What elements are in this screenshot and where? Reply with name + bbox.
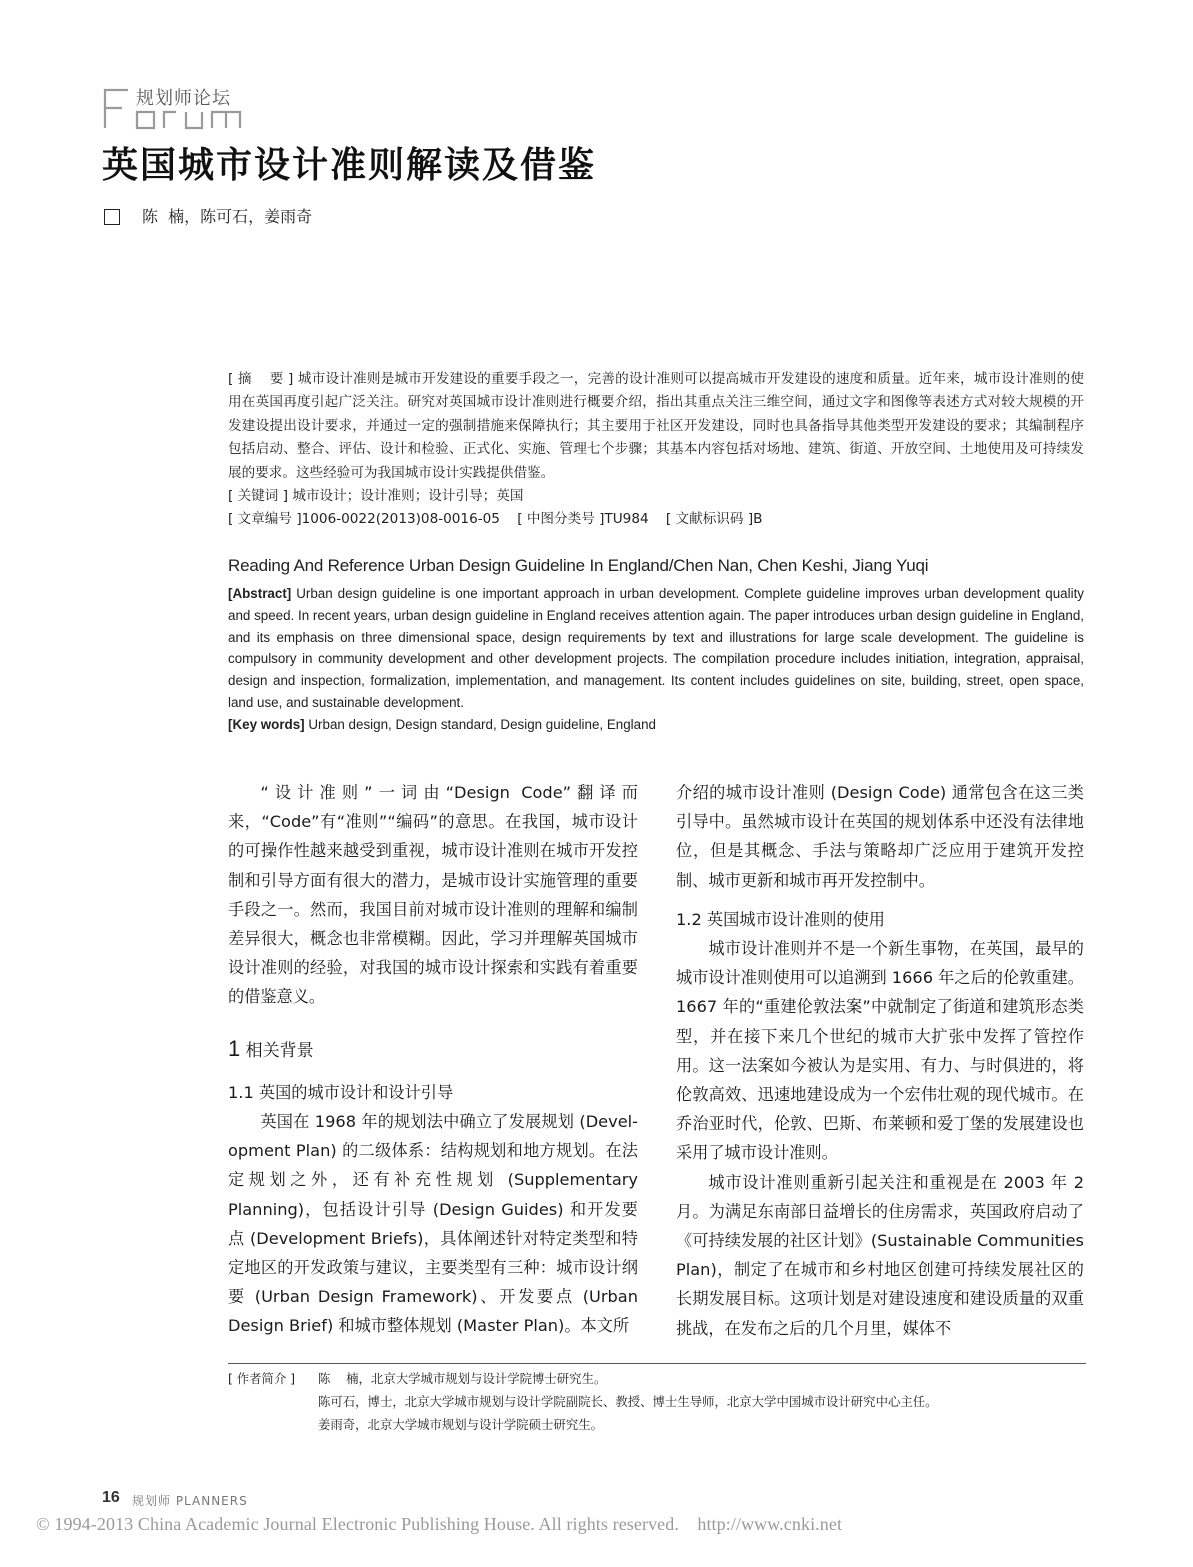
author-line [104,205,312,229]
footnote-line: 陈可石，博士，北京大学城市规划与设计学院副院长、教授、博士生导师，北京大学中国城市设计研究中心主任。 [318,1394,938,1409]
keywords-paragraph [228,485,1084,508]
abstract-paragraph [228,368,1084,485]
body-column-right [676,778,1084,1343]
section-title: 相关背景 [240,1040,314,1061]
chinese-abstract [228,368,1084,532]
english-keywords-paragraph [228,714,1084,736]
document-info: [ 文章编号 ]1006-0022(2013)08-0016-05 [ 中图分类号 ]TU984 [ 文献标识码 ]B [228,511,763,528]
footnote-row [228,1413,938,1436]
english-keywords-text: Urban design, Design standard, Design guideline, England [304,716,657,732]
body-paragraph: 英国在 1968 年的规划法中确立了发展规划 (Devel-opment Plan) 的二级体系：结构规划和地方规划。在法定规划之外，还有补充性规划 (Supplementary Planning)，包括设计引导 (Design Guides) 和开发要点 (Development Briefs)，具体阐述针对特定类型和特定地区的开发政策与建议，主要类型有三种：城市设计纲要 (Urban Design Framework)、开发要点 (Urban Design Brief) 和城市整体规划 (Master Plan)。本文所 [228,1112,638,1336]
intro-paragraph: “设计准则”一词由“Design Code”翻译而来，“Code”有“准则”“编码”的意思。在我国，城市设计的可操作性越来越受到重视，城市设计准则在城市开发控制和引导方面有很大的潜力，是城市设计实施管理的重要手段之一。然而，我国目前对城市设计准则的理解和编制差异很大，概念也非常模糊。因此，学习并理解英国城市设计准则的经验，对我国的城市设计探索和实践有着重要的借鉴意义。 [228,783,638,1007]
author-bio-footnote [228,1367,938,1436]
authors: 陈 楠，陈可石，姜雨奇 [142,207,313,226]
english-abstract-label: [Abstract] [228,586,292,601]
abstract-label: [ 摘 要 ] [228,371,294,387]
column-label: 规划师论坛 [136,88,231,109]
english-keywords-label: [Key words] [228,716,305,732]
section-number: 1 [228,1035,241,1061]
page-number: 16 [102,1489,120,1506]
keywords-text: 城市设计；设计准则；设计引导；英国 [292,488,524,505]
subsection-heading: 1.2 英国城市设计准则的使用 [676,909,885,929]
english-abstract-text: Urban design guideline is one important approach in urban development. Complete guideline improves urban development quality and speed. In recent years, urban design guideline in England receives attention again. The paper introduces urban design guideline in England, and its emphasis on three dimensional space, design requirements by text and illustrations for large scale development. The guideline is compulsory in community development and other development projects. The compilation procedure includes initiation, integration, appraisal, design and inspection, formalization, implementation, and management. Its content includes guidelines on site, building, street, open space, land use, and sustainable development. [228,586,1084,710]
journal-name: 规划师 PLANNERS [132,1494,248,1508]
footnote-divider [228,1363,1086,1364]
footnote-row [228,1390,938,1413]
copyright-notice: © 1994-2013 China Academic Journal Electronic Publishing House. All rights reserved. http://www.cnki.net [36,1514,843,1534]
footnote-line: 陈 楠，北京大学城市规划与设计学院博士研究生。 [318,1371,607,1386]
square-bullet-icon [104,209,120,225]
english-abstract [228,583,1084,736]
page-title: 英国城市设计准则解读及借鉴 [102,145,597,186]
english-abstract-paragraph [228,583,1084,714]
keywords-label: [ 关键词 ] [228,488,289,505]
body-paragraph: 城市设计准则重新引起关注和重视是在 2003 年 2 月。为满足东南部日益增长的住房需求，英国政府启动了《可持续发展的社区计划》(Sustainable Communities Plan)，制定了在城市和乡村地区创建可持续发展社区的长期发展目标。这项计划是对建设速度和建设质量的双重挑战，在发布之后的几个月里，媒体不 [676,1172,1084,1338]
footnote-label: [ 作者简介 ] [228,1371,296,1386]
body-column-left [228,778,638,1341]
body-paragraph: 城市设计准则并不是一个新生事物，在英国，最早的城市设计准则使用可以追溯到 1666 年之后的伦敦重建。1667 年的“重建伦敦法案”中就制定了街道和建筑形态类型，并在接下来几个世纪的城市大扩张中发挥了管控作用。这一法案如今被认为是实用、有力、与时俱进的，将伦敦高效、迅速地建设成为一个宏伟壮观的现代城市。在乔治亚时代，伦敦、巴斯、布莱顿和爱丁堡的发展建设也采用了城市设计准则。 [676,939,1084,1163]
section-heading [228,1034,638,1066]
footnote-row [228,1367,938,1390]
subsection-heading: 1.1 英国的城市设计和设计引导 [228,1082,454,1102]
english-title: Reading And Reference Urban Design Guideline In England/Chen Nan, Chen Keshi, Jiang Yuqi [228,556,929,575]
abstract-text: 城市设计准则是城市开发建设的重要手段之一，完善的设计准则可以提高城市开发建设的速度和质量。近年来，城市设计准则的使用在英国再度引起广泛关注。研究对英国城市设计准则进行概要介绍，指出其重点关注三维空间，通过文字和图像等表述方式对较大规模的开发建设提出设计要求，并通过一定的强制措施来保障执行；其主要用于社区开发建设，同时也具备指导其他类型开发建设的要求；其编制程序包括启动、整合、评估、设计和检验、正式化、实施、管理七个步骤；其基本内容包括对场地、建筑、街道、开放空间、土地使用及可持续发展的要求。这些经验可为我国城市设计实践提供借鉴。 [228,371,1084,481]
body-paragraph: 介绍的城市设计准则 (Design Code) 通常包含在这三类引导中。虽然城市设计在英国的规划体系中还没有法律地位，但是其概念、手法与策略却广泛应用于建筑开发控制、城市更新和城市再开发控制中。 [676,783,1084,890]
footnote-line: 姜雨奇，北京大学城市规划与设计学院硕士研究生。 [318,1417,603,1432]
